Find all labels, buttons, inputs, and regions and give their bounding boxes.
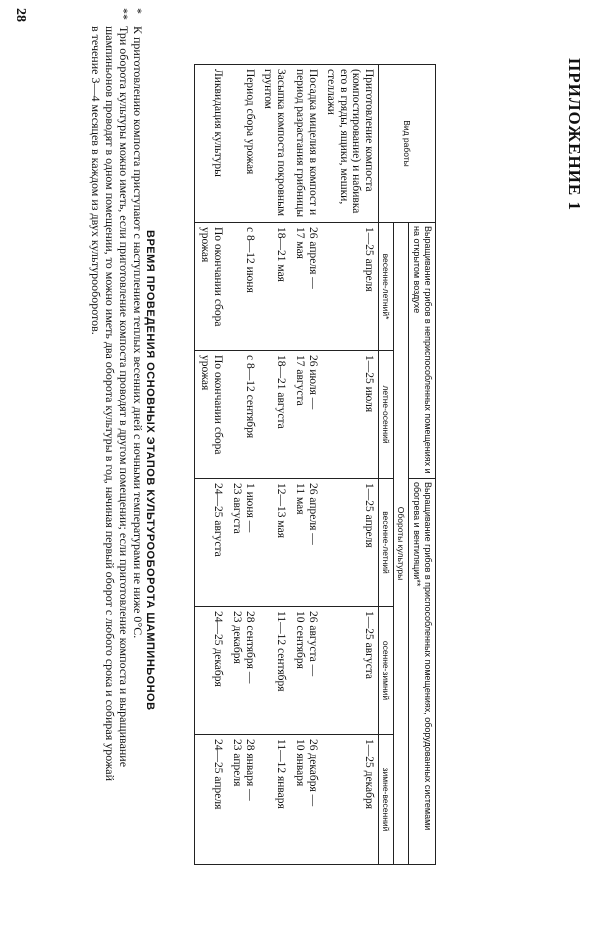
date-text: 26 декабря — xyxy=(307,739,319,807)
date-cell xyxy=(227,607,259,735)
date-text: 28 января — xyxy=(244,739,256,801)
table-row xyxy=(259,65,290,865)
date-text: 18—21 августа xyxy=(275,355,287,429)
work-type-text: Приготовление компоста (компостирование) и набивка его в гряды, ящики, мешки, стеллажи xyxy=(325,69,375,214)
date-cell xyxy=(290,735,322,865)
header-col-1: весенне-летний* xyxy=(379,223,394,351)
schedule-table-wrap xyxy=(164,64,436,864)
date-cell xyxy=(195,479,228,607)
footnote xyxy=(131,8,145,788)
date-text: 17 августа xyxy=(294,355,306,406)
date-text: 11—12 января xyxy=(275,739,287,809)
date-text: 18—21 мая xyxy=(275,227,287,282)
date-text: 10 сентября xyxy=(294,611,306,669)
date-cell xyxy=(227,223,259,351)
date-text: 26 апреля — xyxy=(307,227,319,289)
date-cell xyxy=(322,223,379,351)
date-text: 24—25 августа xyxy=(212,483,224,557)
header-group-equipped: Выращивание грибов в приспособленных помещениях, оборудованных системами обогрева и вентиляции** xyxy=(409,479,436,865)
footnote-text: Три оборота культуры можно иметь, если приготовление компоста проводят в другом помещении; если приготовление компоста и выращивание шампиньонов проводят в одном помещении, то можно иметь два оборота культуры в год, начиная первый оборот с любого срока и собирая урожай в течение 3—4 месяцев в каждом из двух культурооборотов. xyxy=(89,26,131,782)
date-text: По окончании сбора урожая xyxy=(199,227,224,327)
work-type-cell xyxy=(259,65,290,223)
date-text: 1—25 декабря xyxy=(363,739,375,810)
date-text: 23 апреля xyxy=(231,739,243,787)
date-cell xyxy=(290,607,322,735)
date-text: 1 июня — xyxy=(244,483,256,533)
table-row xyxy=(195,65,228,865)
work-type-text: Засыпка компоста покровным грунтом xyxy=(262,69,287,217)
date-cell xyxy=(195,351,228,479)
table-title: ВРЕМЯ ПРОВЕДЕНИЯ ОСНОВНЫХ ЭТАПОВ КУЛЬТУРООБОРОТА ШАМПИНЬОНОВ xyxy=(144,230,156,711)
date-text: с 8—12 июня xyxy=(244,227,256,293)
header-col-2: летне-осенний xyxy=(379,351,394,479)
table-row xyxy=(227,65,259,865)
work-type-text: Ликвидация культуры xyxy=(212,69,224,177)
footnote-text: К приготовлению компоста приступают с наступлением теплых весенних дней с ночными температурами не ниже 0°С. xyxy=(131,26,145,639)
date-cell xyxy=(227,735,259,865)
footnote-mark: * xyxy=(131,8,145,14)
date-text: 23 декабря xyxy=(231,611,243,664)
date-cell xyxy=(227,351,259,479)
work-type-cell xyxy=(195,65,228,223)
appendix-label: ПРИЛОЖЕНИЕ 1 xyxy=(565,58,584,211)
date-cell xyxy=(322,351,379,479)
header-col-5: зимне-весенний xyxy=(379,735,394,865)
header-col-3: весенне-летний xyxy=(379,479,394,607)
date-text: 17 мая xyxy=(294,227,306,259)
work-type-cell xyxy=(227,65,259,223)
date-text: 24—25 декабря xyxy=(212,611,224,687)
date-cell xyxy=(322,479,379,607)
date-text: 23 августа xyxy=(231,483,243,534)
date-text: 11—12 сентября xyxy=(275,611,287,692)
date-text: 10 января xyxy=(294,739,306,787)
footnote xyxy=(89,8,131,788)
date-cell xyxy=(259,735,290,865)
page-number: 28 xyxy=(13,8,28,22)
date-text: 1—25 августа xyxy=(363,611,375,680)
date-text: 1—25 апреля xyxy=(363,227,375,292)
date-cell xyxy=(322,735,379,865)
date-text: 26 августа — xyxy=(307,611,319,677)
work-type-text: Период сбора урожая xyxy=(244,69,256,175)
header-work-type: Вид работы xyxy=(379,65,436,223)
work-type-cell xyxy=(322,65,379,223)
date-text: 1—25 апреля xyxy=(363,483,375,548)
footnotes xyxy=(89,8,145,788)
date-cell xyxy=(290,351,322,479)
work-type-cell xyxy=(290,65,322,223)
date-text: По окончании сбора урожая xyxy=(199,355,224,455)
table-row xyxy=(290,65,322,865)
date-cell xyxy=(195,735,228,865)
date-cell xyxy=(195,607,228,735)
date-cell xyxy=(259,223,290,351)
table-row xyxy=(322,65,379,865)
header-turnover: Обороты культуры xyxy=(394,223,409,865)
header-col-4: осенне-зимний xyxy=(379,607,394,735)
date-text: 11 мая xyxy=(294,483,306,515)
date-text: 1—25 июля xyxy=(363,355,375,413)
date-cell xyxy=(259,479,290,607)
date-text: 26 апреля — xyxy=(307,483,319,545)
footnote-mark: ** xyxy=(117,8,131,20)
date-cell xyxy=(259,607,290,735)
header-group-open-air: Выращивание грибов в неприспособленных помещениях и на открытом воздухе xyxy=(409,223,436,479)
date-cell xyxy=(227,479,259,607)
date-cell xyxy=(259,351,290,479)
date-text: с 8—12 сентября xyxy=(244,355,256,439)
date-cell xyxy=(322,607,379,735)
date-cell xyxy=(195,223,228,351)
date-cell xyxy=(290,479,322,607)
date-cell xyxy=(290,223,322,351)
table-body xyxy=(195,65,379,865)
date-text: 12—13 мая xyxy=(275,483,287,538)
schedule-table xyxy=(194,64,436,865)
date-text: 26 июля — xyxy=(307,355,319,410)
date-text: 28 сентября — xyxy=(244,611,256,684)
work-type-text: Посадка мицелия в компост и период разрастания грибницы xyxy=(294,69,319,218)
date-text: 24—25 апреля xyxy=(212,739,224,810)
